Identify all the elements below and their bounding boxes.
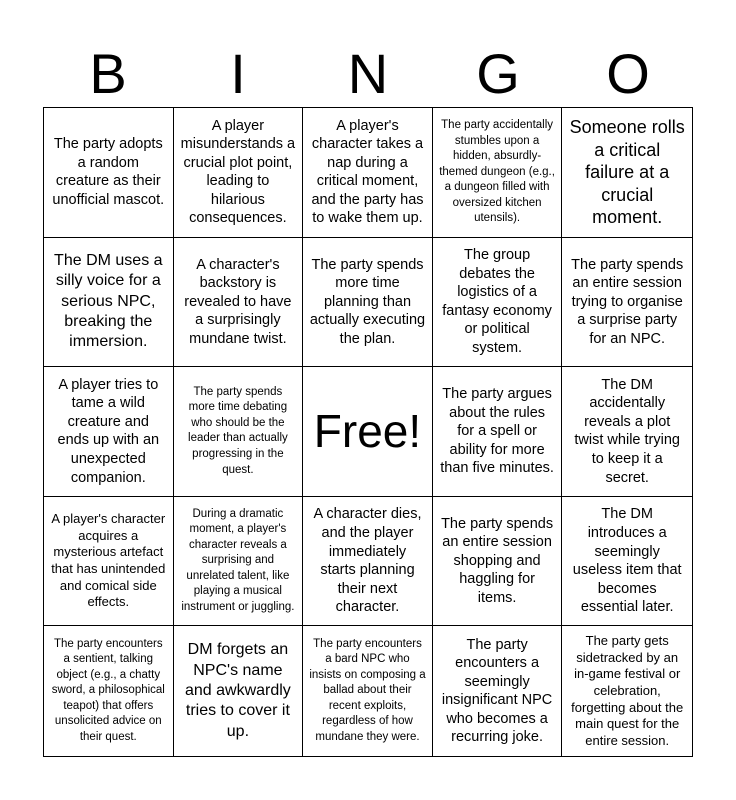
bingo-cell[interactable]: The party spends an entire session trying to organise a surprise party for an NPC.: [562, 238, 692, 368]
bingo-cell[interactable]: The party encounters a bard NPC who insists on composing a ballad about their recent exploits, regardless of how mundane they were.: [303, 626, 433, 756]
bingo-cell[interactable]: A character's backstory is revealed to have a surprisingly mundane twist.: [174, 238, 304, 368]
bingo-cell[interactable]: The party encounters a seemingly insignificant NPC who becomes a recurring joke.: [433, 626, 563, 756]
bingo-cell[interactable]: A player misunderstands a crucial plot point, leading to hilarious consequences.: [174, 108, 304, 238]
header-letter-i: I: [230, 42, 246, 105]
bingo-cell[interactable]: The party spends an entire session shopping and haggling for items.: [433, 497, 563, 627]
bingo-cell[interactable]: The DM introduces a seemingly useless item that becomes essential later.: [562, 497, 692, 627]
bingo-cell[interactable]: The DM uses a silly voice for a serious NPC, breaking the immersion.: [44, 238, 174, 368]
bingo-cell[interactable]: A player's character takes a nap during a critical moment, and the party has to wake them up.: [303, 108, 433, 238]
header-letter-b: B: [89, 42, 127, 105]
bingo-cell[interactable]: The party adopts a random creature as their unofficial mascot.: [44, 108, 174, 238]
bingo-cell[interactable]: A player tries to tame a wild creature and ends up with an unexpected companion.: [44, 367, 174, 497]
bingo-grid: [43, 107, 693, 757]
bingo-cell[interactable]: During a dramatic moment, a player's character reveals a surprising and unrelated talent, like playing a musical instrument or juggling.: [174, 497, 304, 627]
bingo-cell[interactable]: A character dies, and the player immediately starts planning their next character.: [303, 497, 433, 627]
free-space-cell[interactable]: Free!: [303, 367, 433, 497]
bingo-cell[interactable]: A player's character acquires a mysterious artefact that has unintended and comical side effects.: [44, 497, 174, 627]
bingo-cell[interactable]: The party gets sidetracked by an in-game festival or celebration, forgetting about the main quest for the entire session.: [571, 633, 684, 748]
bingo-cell[interactable]: The party spends more time planning than actually executing the plan.: [303, 238, 433, 368]
bingo-cell[interactable]: The party accidentally stumbles upon a hidden, absurdly-themed dungeon (e.g., a dungeon filled with oversized kitchen utensils).: [433, 108, 563, 238]
header-letter-o: O: [606, 42, 650, 105]
bingo-cell[interactable]: The group debates the logistics of a fantasy economy or political system.: [433, 238, 563, 368]
bingo-cell[interactable]: Someone rolls a critical failure at a crucial moment.: [562, 108, 692, 238]
header-letter-g: G: [476, 42, 520, 105]
bingo-cell[interactable]: The party spends more time debating who should be the leader than actually progressing in the quest.: [174, 367, 304, 497]
bingo-cell[interactable]: The DM accidentally reveals a plot twist while trying to keep it a secret.: [562, 367, 692, 497]
bingo-cell[interactable]: The party encounters a sentient, talking object (e.g., a chatty sword, a philosophical teapot) that offers unsolicited advice on their quest.: [44, 626, 174, 756]
bingo-cell[interactable]: DM forgets an NPC's name and awkwardly tries to cover it up.: [174, 626, 304, 756]
bingo-cell[interactable]: The party argues about the rules for a spell or ability for more than five minutes.: [433, 367, 563, 497]
header-letter-n: N: [347, 42, 389, 105]
bingo-header: [43, 42, 693, 106]
